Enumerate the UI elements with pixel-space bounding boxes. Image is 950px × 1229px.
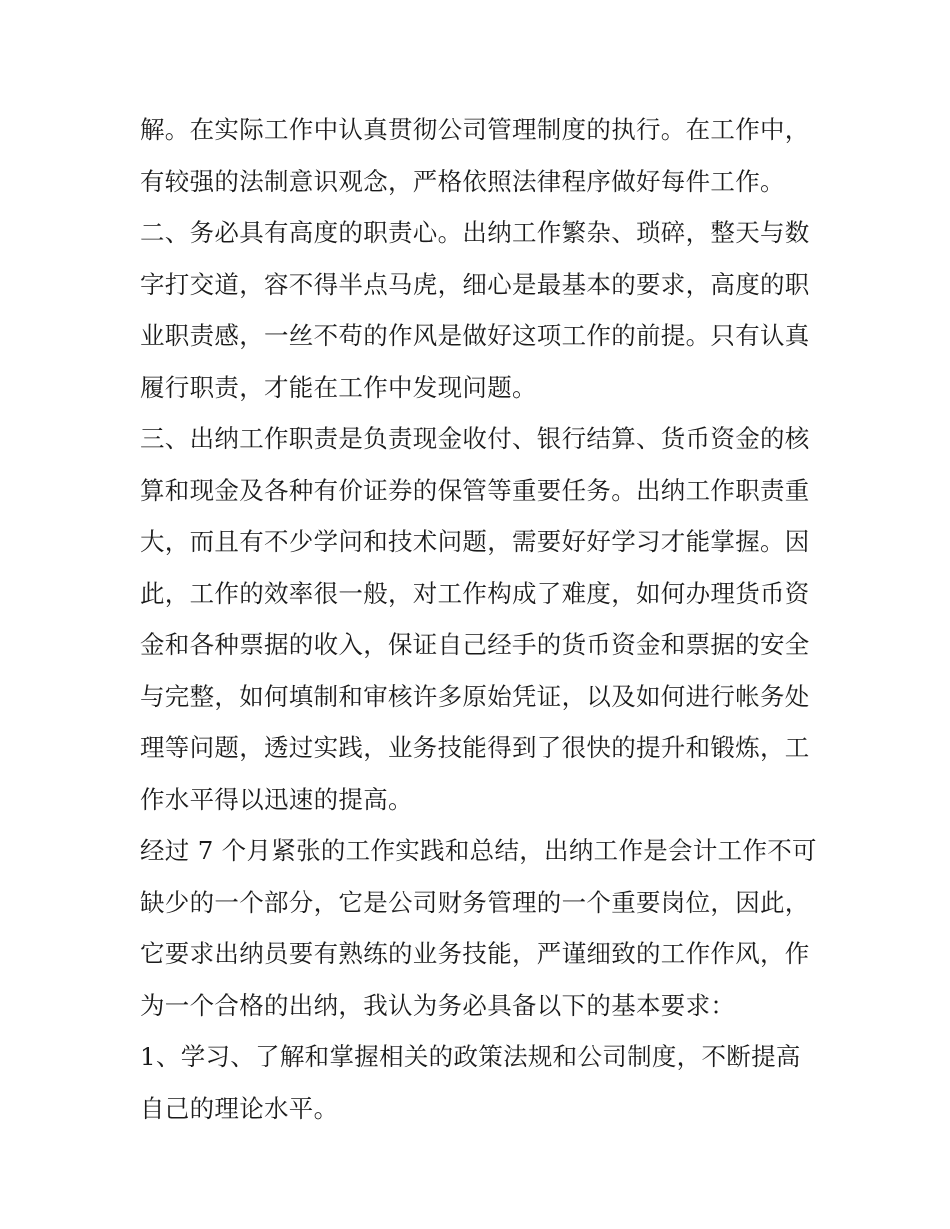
text-line-2: 有较强的法制意识观念，严格依照法律程序做好每件工作。	[140, 166, 785, 196]
text-line-3: 二、务必具有高度的职责心。出纳工作繁杂、琐碎，整天与数	[140, 218, 810, 247]
text-line-18: 为一个合格的出纳，我认为务必具备以下的基本要求：	[140, 990, 736, 1020]
text-line-4: 字打交道，容不得半点马虎，细心是最基本的要求，高度的职	[140, 269, 810, 299]
text-line-17: 它要求出纳员要有熟练的业务技能，严谨细致的工作作风，作	[140, 939, 810, 968]
text-line-11: 金和各种票据的收入，保证自己经手的货币资金和票据的安全	[140, 630, 810, 659]
text-line-6: 履行职责，才能在工作中发现问题。	[140, 372, 537, 402]
text-line-1: 解。在实际工作中认真贯彻公司管理制度的执行。在工作中，	[140, 115, 810, 144]
text-line-7: 三、出纳工作职责是负责现金收付、银行结算、货币资金的核	[140, 424, 810, 453]
text-line-15: 经过 7 个月紧张的工作实践和总结，出纳工作是会计工作不可	[140, 836, 817, 865]
text-line-13: 理等问题，透过实践，业务技能得到了很快的提升和锻炼，工	[140, 733, 810, 762]
document-body	[140, 104, 830, 1134]
text-line-9: 大，而且有不少学问和技术问题，需要好好学习才能掌握。因	[140, 527, 810, 556]
text-line-20: 自己的理论水平。	[140, 1093, 339, 1123]
text-line-16: 缺少的一个部分，它是公司财务管理的一个重要岗位，因此，	[140, 887, 810, 917]
text-line-5: 业职责感，一丝不苟的作风是做好这项工作的前提。只有认真	[140, 321, 810, 350]
text-line-8: 算和现金及各种有价证券的保管等重要任务。出纳工作职责重	[140, 475, 810, 505]
text-line-14: 作水平得以迅速的提高。	[140, 784, 413, 814]
text-line-10: 此，工作的效率很一般，对工作构成了难度，如何办理货币资	[140, 578, 810, 608]
text-line-12: 与完整，如何填制和审核许多原始凭证，以及如何进行帐务处	[140, 681, 810, 711]
text-line-19: 1、学习、了解和掌握相关的政策法规和公司制度，不断提高	[140, 1042, 801, 1071]
